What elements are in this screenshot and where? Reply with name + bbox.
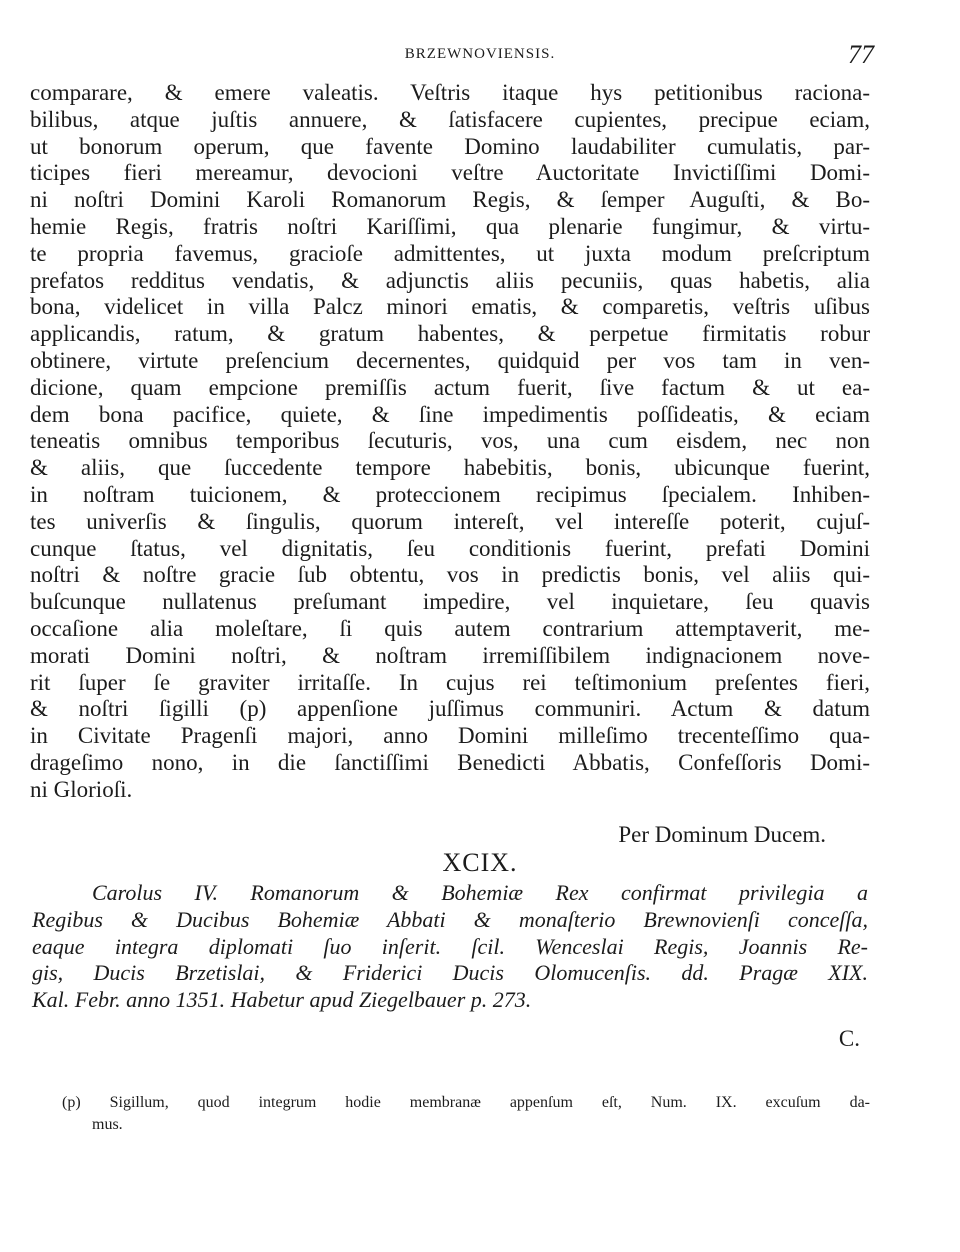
summary-line: eaque integra diplomati ſuo inſerit. ſcil. Wenceslai Regis, Joannis Re- (32, 933, 868, 959)
body-line: in noſtram tuicionem, & proteccionem recipimus ſpecialem. Inhiben- (30, 481, 870, 507)
body-line: comparare, & emere valeatis. Veſtris itaque hys petitionibus racionа- (30, 80, 870, 105)
summary-line: Regibus & Ducibus Bohemiæ Abbati & monaſterio Brewnovienſi conceſſa, (32, 906, 868, 932)
document-summary (32, 880, 868, 1014)
body-line: ticipes fieri mereamur, devocioni veſtre Auctoritate Invictiſſimi Domi- (30, 160, 870, 186)
body-line: obtinere, virtute preſencium decernentes, quidquid per vos tam in ven- (30, 347, 870, 373)
body-line: occaſione alia moleſtare, ſi quis autem contrarium attemptaverit, me- (30, 615, 870, 641)
body-line: morati Domini noſtri, & noſtram irremiſſibilem indignacionem nove- (30, 642, 870, 668)
body-line: in Civitate Pragenſi majori, anno Domini milleſimo trecenteſſimo qua- (30, 723, 870, 749)
body-line: ni Glorioſi. (30, 776, 133, 802)
page-number: 77 (848, 40, 874, 69)
body-line: te propria favemus, gracioſe admittentes, ut juxta modum preſcriptum (30, 240, 870, 266)
footnote-line: mus. (92, 1116, 123, 1133)
body-line: tes univerſis & ſingulis, quorum intereſt, vel intereſſe poterit, cujuſ- (30, 508, 870, 534)
body-line: noſtri & noſtre gracie ſub obtentu, vos in predictis bonis, vel aliis qui- (30, 562, 870, 588)
summary-line: gis, Ducis Brzetislai, & Friderici Ducis Olomucenſis. dd. Pragæ XIX. (32, 960, 868, 986)
document-number: XCIX. (442, 848, 518, 877)
body-line: dem bona pacifice, quiete, & ſine impedimentis poſſideatis, & eciam (30, 401, 870, 427)
summary-line: Kal. Febr. anno 1351. Habetur apud Ziegelbauer p. 273. (32, 987, 532, 1013)
footnote-line: (p) Sigillum, quod integrum hodie membranæ appenſum eſt, Num. IX. excuſum da- (62, 1094, 870, 1111)
signature-line: Per Dominum Ducem. (618, 822, 826, 847)
body-line: drageſimo nono, in die ſanctiſſimi Benedicti Abbatis, Confeſſoris Domi- (30, 749, 870, 775)
summary-line: Carolus IV. Romanorum & Bohemiæ Rex confirmat privilegia a (92, 880, 868, 905)
body-line: bilibus, atque juſtis annuere, & ſatisfacere cupientes, precipue eciam, (30, 106, 870, 132)
running-head: BRZEWNOVIENSIS. (404, 46, 556, 62)
body-line: prefatos redditus vendatis, & adjunctis aliis pecuniis, quas habetis, alia (30, 267, 870, 293)
body-text (30, 80, 870, 804)
body-line: ni noſtri Domini Karoli Romanorum Regis, & ſemper Auguſti, & Bo- (30, 187, 870, 213)
body-line: applicandis, ratum, & gratum habentes, & perpetue firmitatis robur (30, 321, 870, 347)
body-line: bona, videlicet in villa Palcz minori ematis, & comparetis, veſtris uſibus (30, 294, 870, 320)
body-line: buſcunque nullatenus preſumant impedire, vel inquietare, ſeu quavis (30, 589, 870, 615)
body-line: rit ſuper ſe graviter irritaſſe. In cujus rei teſtimonium preſentes fieri, (30, 669, 870, 695)
body-line: ut bonorum operum, que favente Domino laudabiliter cumulatis, par- (30, 133, 870, 159)
body-line: & aliis, que ſuccedente tempore habebitis, bonis, ubicunque fuerint, (30, 455, 870, 481)
page-header (0, 40, 960, 80)
catchword: C. (838, 1026, 860, 1051)
footnote (62, 1092, 870, 1136)
body-line: & noſtri ſigilli (p) appenſione juſſimus communiri. Actum & datum (30, 696, 870, 722)
body-line: hemie Regis, fratris noſtri Kariſſimi, qua plenarie fungimur, & virtu- (30, 213, 870, 239)
body-line: dicione, quam empcione premiſſis actum fuerit, ſive factum & ut ea- (30, 374, 870, 400)
body-line: cunque ſtatus, vel dignitatis, ſeu conditionis fuerint, prefati Domini (30, 535, 870, 561)
body-line: teneatis omnibus temporibus ſecuturis, vos, una cum eisdem, nec non (30, 428, 870, 454)
